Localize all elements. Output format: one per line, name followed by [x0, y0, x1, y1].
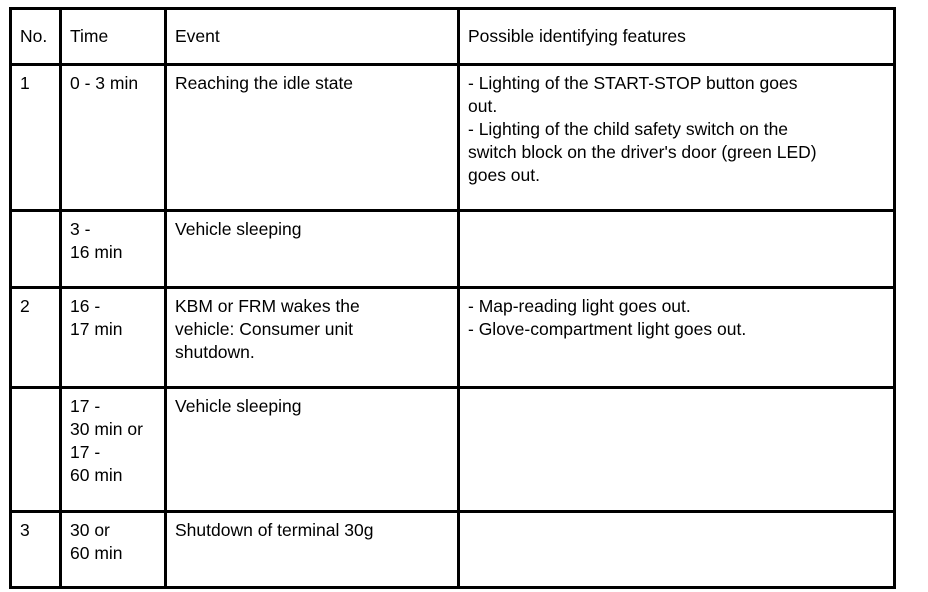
table-row: [11, 288, 895, 388]
row-no-cell: 2: [11, 288, 61, 388]
time-line: 16 min: [70, 242, 123, 262]
feature-line: - Lighting of the START-STOP button goes: [468, 73, 798, 93]
event-line: Reaching the idle state: [175, 73, 354, 93]
row-no-cell: 3: [11, 512, 61, 588]
row-no-cell: 1: [11, 65, 61, 211]
header-features: Possible identifying features: [459, 9, 895, 65]
row-time-cell: [61, 512, 166, 588]
time-line: 17 -: [70, 396, 101, 416]
table-header: [11, 9, 895, 65]
row-time-cell: [61, 211, 166, 288]
row-event-cell: [166, 388, 459, 512]
time-line: 60 min: [70, 465, 123, 485]
event-line: KBM or FRM wakes the: [175, 296, 360, 316]
event-line: shutdown.: [175, 342, 255, 362]
event-line: Vehicle sleeping: [175, 219, 302, 239]
event-line: vehicle: Consumer unit: [175, 319, 353, 339]
table-row: [11, 512, 895, 588]
row-event-cell: [166, 512, 459, 588]
feature-line: switch block on the driver's door (green LED): [468, 142, 817, 162]
row-time-cell: [61, 65, 166, 211]
row-features-cell: [459, 288, 895, 388]
event-line: Shutdown of terminal 30g: [175, 520, 374, 540]
row-time-cell: [61, 288, 166, 388]
row-event-cell: [166, 211, 459, 288]
row-features-cell: [459, 388, 895, 512]
time-line: 16 -: [70, 296, 101, 316]
time-line: 0 - 3 min: [70, 73, 139, 93]
row-no-cell: [11, 388, 61, 512]
table-row: [11, 388, 895, 512]
time-line: 3 -: [70, 219, 91, 239]
feature-line: - Lighting of the child safety switch on the: [468, 119, 789, 139]
time-line: 30 or: [70, 520, 110, 540]
row-features-cell: [459, 65, 895, 211]
event-line: Vehicle sleeping: [175, 396, 302, 416]
feature-line: - Glove-compartment light goes out.: [468, 319, 747, 339]
row-no-cell: [11, 211, 61, 288]
header-event: Event: [166, 9, 459, 65]
feature-line: out.: [468, 96, 498, 116]
header-no: No.: [11, 9, 61, 65]
header-row: [11, 9, 895, 65]
row-event-cell: [166, 288, 459, 388]
table-row: [11, 211, 895, 288]
time-line: 17 min: [70, 319, 123, 339]
table-row: [11, 65, 895, 211]
row-event-cell: [166, 65, 459, 211]
row-features-cell: [459, 211, 895, 288]
row-features-cell: [459, 512, 895, 588]
row-time-cell: [61, 388, 166, 512]
table-body: [11, 65, 895, 588]
consumer-shutdown-table: [9, 7, 896, 589]
time-line: 17 -: [70, 442, 101, 462]
feature-line: - Map-reading light goes out.: [468, 296, 691, 316]
time-line: 30 min or: [70, 419, 143, 439]
header-time: Time: [61, 9, 166, 65]
feature-line: goes out.: [468, 165, 540, 185]
time-line: 60 min: [70, 543, 123, 563]
